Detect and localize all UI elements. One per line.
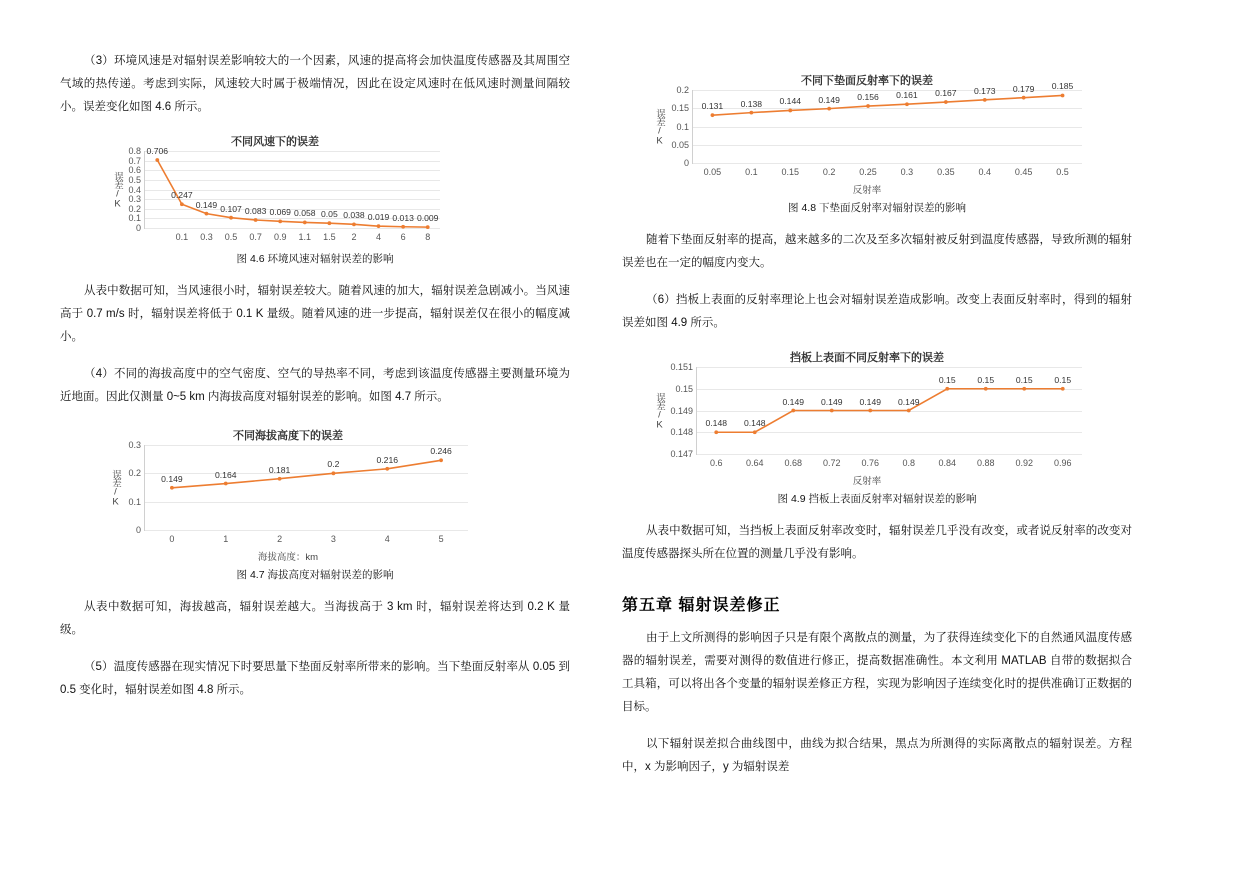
x-axis-tick: 5 (438, 534, 444, 544)
data-label: 0.131 (701, 101, 724, 112)
data-label: 0.069 (269, 207, 291, 218)
data-label: 0.107 (220, 203, 242, 214)
paragraph-after-fig48: 随着下垫面反射率的提高，越来越多的二次及至多次辐射被反射到温度传感器，导致所测的辐射误差也在一定的幅度内变大。 (622, 234, 1132, 269)
data-label: 0.138 (740, 98, 763, 109)
y-axis-tick: 0.2 (128, 468, 141, 479)
data-label: 0.167 (935, 88, 957, 99)
y-axis-label: 误差/K (654, 108, 665, 145)
y-axis-label: 误差/K (654, 392, 665, 429)
y-axis-tick: 0.15 (675, 383, 693, 394)
data-label: 0.148 (743, 418, 766, 429)
paragraph-5: （5）温度传感器在现实情况下时要思量下垫面反射率所带来的影响。当下垫面反射率从 0.05 到 0.5 变化时，辐射误差如图 4.8 所示。 (60, 661, 570, 696)
y-axis-tick: 0.147 (670, 449, 693, 459)
x-axis-tick: 0.84 (938, 458, 957, 468)
y-axis-label: 误差/K (112, 171, 123, 208)
left-column (60, 50, 570, 832)
y-axis-tick: 0.05 (671, 139, 689, 150)
y-axis-tick: 0.1 (128, 496, 141, 507)
y-axis-tick: 0.4 (128, 184, 141, 195)
y-axis-tick: 0 (135, 223, 141, 233)
data-label: 0.149 (820, 396, 843, 407)
y-axis-tick: 0.2 (128, 203, 141, 214)
data-label: 0.019 (367, 212, 390, 223)
data-label: 0.161 (896, 90, 918, 101)
y-axis-tick: 0.149 (670, 405, 693, 416)
x-axis-tick: 4 (384, 534, 390, 544)
figure-46-caption: 图 4.6 环境风速对辐射误差的影响 (236, 253, 394, 265)
x-axis-tick: 0.88 (976, 458, 995, 468)
data-label: 0.038 (343, 210, 365, 221)
data-label: 0.144 (779, 96, 802, 107)
data-label: 0.173 (973, 85, 996, 96)
x-axis-label: 反射率 (852, 185, 882, 196)
y-axis-tick: 0.5 (128, 174, 141, 185)
x-axis-tick: 0.7 (249, 232, 262, 242)
data-label: 0.15 (1054, 374, 1072, 385)
x-axis-tick: 1 (223, 534, 229, 544)
data-label: 0.246 (430, 446, 452, 457)
x-axis-tick: 0.9 (273, 232, 287, 242)
data-label: 0.149 (859, 396, 882, 407)
data-label: 0.2 (327, 459, 340, 470)
data-label: 0.216 (376, 454, 399, 465)
chart-fig48-title: 不同下垫面反射率下的误差 (801, 75, 933, 87)
x-axis-tick: 0.8 (902, 458, 916, 468)
x-axis-tick: 0.3 (900, 167, 914, 177)
data-label: 0.15 (1015, 374, 1033, 385)
chart-fig49-title: 挡板上表面不同反射率下的误差 (790, 352, 944, 364)
data-label: 0.181 (268, 464, 291, 475)
x-axis-tick: 0.1 (745, 167, 758, 177)
x-axis-tick: 0.15 (781, 167, 800, 177)
x-axis-tick: 0.25 (859, 167, 877, 177)
y-axis-tick: 0.15 (671, 103, 689, 114)
paragraph-3: （3）环境风速是对辐射误差影响较大的一个因素，风速的提高将会加快温度传感器及其周围空气域的热传递。考虑到实际，风速较大时属于极端情况，因此在设定风速时在低风速时测量间隔较小。误差变化如图 4.6 所示。 (60, 55, 570, 113)
x-axis-tick: 0.92 (1015, 458, 1034, 468)
y-axis-tick: 0.1 (128, 213, 141, 224)
data-label: 0.247 (171, 190, 193, 201)
x-axis-tick: 0.5 (224, 232, 238, 242)
x-axis-label: 海拔高度：km (257, 552, 319, 563)
data-label: 0.149 (782, 396, 805, 407)
data-label: 0.009 (416, 213, 439, 224)
data-label: 0.05 (321, 209, 338, 220)
x-axis-tick: 4 (376, 232, 382, 242)
chart-fig48 (652, 72, 1082, 196)
paragraph-after-fig46: 从表中数据可知，当风速很小时，辐射误差较大。随着风速的加大，辐射误差急剧减小。当风速高于 0.7 m/s 时，辐射误差将低于 0.1 K 量级。随着风速的进一步提高，辐射误差仅在很小的幅度减小。 (60, 285, 570, 343)
y-axis-tick: 0.148 (670, 427, 693, 438)
x-axis-tick: 2 (351, 232, 357, 242)
x-axis-tick: 0.64 (745, 458, 764, 468)
y-axis-label: 误差/K (110, 469, 121, 506)
chart-fig47-title: 不同海拔高度下的误差 (233, 430, 343, 442)
x-axis-label: 反射率 (852, 476, 882, 487)
data-label: 0.15 (938, 374, 956, 385)
data-label: 0.179 (1012, 83, 1035, 94)
paragraph-after-fig49: 从表中数据可知，当挡板上表面反射率改变时，辐射误差几乎没有改变，或者说反射率的改变对温度传感器探头所在位置的测量几乎没有影响。 (622, 525, 1132, 560)
figure-49-caption: 图 4.9 挡板上表面反射率对辐射误差的影响 (777, 493, 977, 505)
x-axis-tick: 0 (169, 534, 175, 544)
x-axis-tick: 0.6 (709, 458, 723, 468)
figure-47-caption: 图 4.7 海拔高度对辐射误差的影响 (236, 569, 394, 581)
y-axis-tick: 0 (683, 158, 689, 168)
data-label: 0.706 (146, 146, 169, 157)
right-column (622, 50, 1132, 832)
data-label: 0.083 (244, 206, 267, 216)
x-axis-tick: 0.45 (1014, 167, 1033, 177)
data-label: 0.149 (195, 199, 218, 210)
y-axis-tick: 0.3 (128, 194, 141, 205)
x-axis-tick: 0.76 (861, 458, 880, 468)
y-axis-tick: 0.8 (128, 146, 141, 156)
chapter-title: 第五章 辐射误差修正 (622, 597, 781, 614)
data-label: 0.15 (977, 374, 995, 385)
x-axis-tick: 0.2 (822, 167, 836, 177)
paragraph-6: （6）挡板上表面的反射率理论上也会对辐射误差造成影响。改变上表面反射率时，得到的辐射误差如图 4.9 所示。 (622, 294, 1132, 329)
x-axis-tick: 1.5 (323, 232, 336, 242)
chart-fig46-title: 不同风速下的误差 (231, 136, 319, 148)
y-axis-tick: 0 (135, 525, 141, 535)
x-axis-tick: 0.4 (978, 167, 992, 177)
paragraph-ch5-2: 以下辐射误差拟合曲线图中，曲线为拟合结果，黑点为所测得的实际离散点的辐射误差。方程中，x 为影响因子，y 为辐射误差 (622, 738, 1132, 773)
x-axis-tick: 0.35 (937, 167, 955, 177)
gridline (145, 228, 440, 229)
data-label: 0.149 (161, 473, 183, 484)
x-axis-tick: 0.05 (703, 167, 722, 177)
data-label: 0.149 (897, 396, 920, 407)
paragraph-ch5-1: 由于上文所测得的影响因子只是有限个离散点的测量，为了获得连续变化下的自然通风温度传感器的辐射误差，需要对测得的数值进行修正，提高数据准确性。本文利用 MATLAB 自带的数据拟合工具箱，可以将出各个变量的辐射误差修正方程，实现为影响因子连续变化时的提供准确订正数据的目标。 (622, 632, 1132, 713)
y-axis-tick: 0.151 (670, 362, 693, 372)
x-axis-tick: 0.68 (784, 458, 803, 468)
data-label: 0.013 (392, 212, 414, 223)
y-axis-tick: 0.6 (128, 165, 141, 176)
x-axis-tick: 8 (425, 232, 431, 242)
figure-48-caption: 图 4.8 下垫面反射率对辐射误差的影响 (788, 202, 966, 214)
y-axis-tick: 0.3 (128, 440, 141, 450)
data-label: 0.148 (705, 418, 728, 429)
data-label: 0.185 (1051, 81, 1074, 92)
x-axis-tick: 0.5 (1056, 167, 1069, 177)
data-label: 0.164 (214, 469, 237, 480)
paragraph-4: （4）不同的海拔高度中的空气密度、空气的导热率不同，考虑到该温度传感器主要测量环境为近地面。因此仅测量 0~5 km 内海拔高度对辐射误差的影响。如图 4.7 所示。 (60, 368, 570, 403)
data-label: 0.058 (294, 208, 316, 219)
data-label: 0.149 (818, 94, 840, 105)
x-axis-tick: 0.3 (200, 232, 213, 242)
x-axis-tick: 2 (277, 534, 283, 544)
x-axis-tick: 6 (400, 232, 406, 242)
y-axis-tick: 0.1 (676, 121, 689, 132)
x-axis-tick: 0.72 (822, 458, 841, 468)
paragraph-after-fig47: 从表中数据可知，海拔越高，辐射误差越大。当海拔高于 3 km 时，辐射误差将达到 0.2 K 量级。 (60, 601, 570, 636)
x-axis-tick: 0.1 (175, 232, 189, 242)
data-label: 0.156 (857, 92, 879, 103)
chart-fig46 (110, 133, 440, 247)
series-line (145, 445, 468, 530)
x-axis-tick: 3 (330, 534, 336, 544)
y-axis-tick: 0.2 (676, 85, 689, 95)
x-axis-tick: 1.1 (298, 232, 312, 242)
chart-fig47 (108, 427, 468, 563)
y-axis-tick: 0.7 (128, 155, 141, 166)
gridline (145, 530, 468, 531)
x-axis-tick: 0.96 (1053, 458, 1072, 468)
chart-fig49 (652, 349, 1082, 487)
